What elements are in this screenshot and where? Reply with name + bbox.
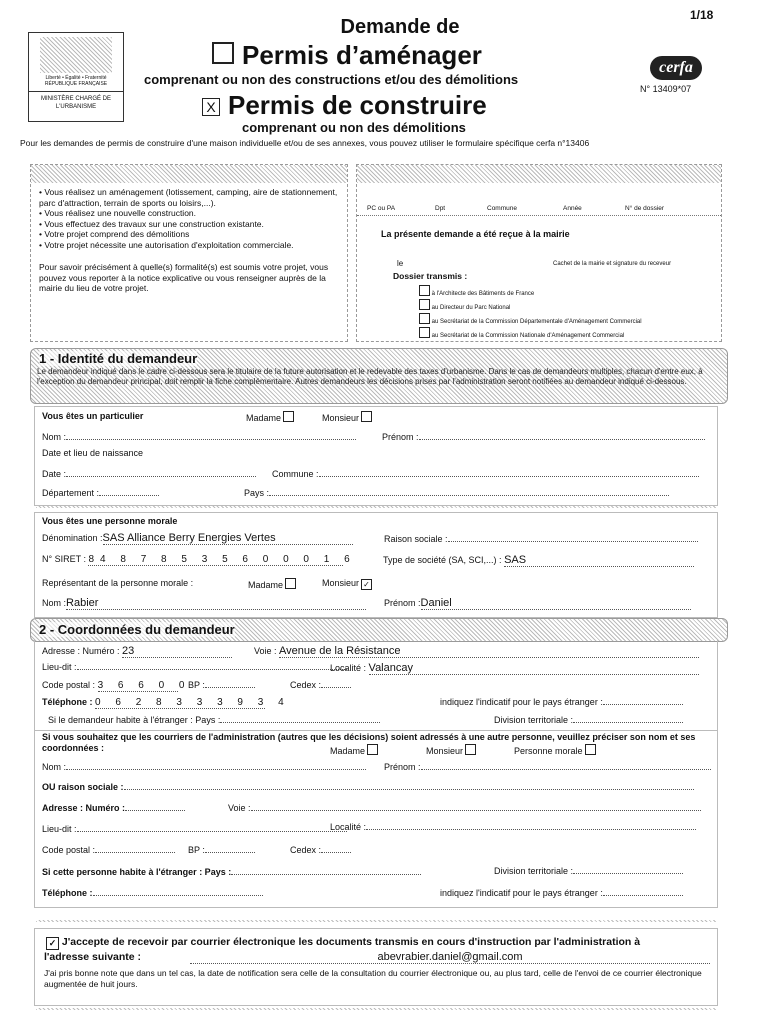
representant-monsieur-checkbox[interactable]: ✓ — [361, 579, 372, 590]
bp-field[interactable] — [205, 687, 255, 688]
particulier-prenom-field[interactable] — [419, 439, 705, 440]
courrier-lieudit-field[interactable] — [77, 831, 347, 832]
siret-label: N° SIRET : — [42, 554, 86, 564]
courrier-bp-label: BP : — [188, 845, 205, 855]
courrier-raison-field[interactable] — [124, 789, 694, 790]
representant-label: Représentant de la personne morale : — [42, 578, 194, 588]
section2-title: 2 - Coordonnées du demandeur — [39, 622, 235, 637]
lieudit-field[interactable] — [77, 669, 347, 670]
courrier-block — [34, 730, 718, 908]
cerfa-logo: cerfa — [650, 56, 702, 80]
courrier-lieudit-label: Lieu-dit : — [42, 824, 77, 834]
email-address-field[interactable]: abevrabier.daniel@gmail.com — [190, 951, 710, 964]
section1-title: 1 - Identité du demandeur — [39, 351, 198, 366]
courrier-morale-checkbox[interactable] — [585, 744, 596, 755]
courrier-madame-label: Madame — [330, 746, 366, 756]
col-dpt: Dpt — [435, 205, 446, 212]
transmis-cnac: au Secrétariat de la Commission Nationale d'Aménagement Commercial — [431, 333, 625, 339]
representant-madame-label: Madame — [248, 580, 284, 590]
commune-label: Commune : — [272, 469, 319, 479]
section1-desc: Le demandeur indiqué dans le cadre ci-dessous sera le titulaire de la future autorisation et le redevable des taxes d'urbanisme. Dans le cas de demandeurs multiples, chacun d'entre eux, à l'exception du demandeur principal, doit remplir la fiche complémentaire. Autres demandeurs les décisions prises par l'administration seront notifiées au demandeur indiqué ci-dessous. — [37, 367, 703, 386]
courrier-title: Si vous souhaitez que les courriers de l'administration (autres que les décisions) soient adressés à une autre personne, veuillez préciser son nom et ses coordonnées : — [42, 732, 696, 753]
morale-title: Vous êtes une personne morale — [42, 516, 178, 526]
prenom-label: Prénom : — [382, 432, 419, 442]
left-info-box — [30, 164, 348, 342]
courrier-division-field[interactable] — [573, 873, 683, 874]
transmis-abf-checkbox[interactable] — [419, 285, 430, 296]
courrier-morale-label: Personne morale — [514, 746, 583, 756]
division-label: Division territoriale : — [494, 715, 574, 725]
courrier-cedex-field[interactable] — [321, 852, 351, 853]
courrier-bp-field[interactable] — [205, 852, 255, 853]
email-note: J'ai pris bonne note que dans un tel cas, la date de notification sera celle de la consultation du courrier électronique ou, au plus tard, celle de l'envoi de ce courrier électronique augmentée de huit jours. — [44, 968, 702, 989]
page-number: 1/18 — [690, 8, 714, 22]
denomination-field[interactable]: SAS Alliance Berry Energies Vertes — [103, 532, 353, 545]
particulier-monsieur-checkbox[interactable] — [361, 411, 372, 422]
right-info-header — [357, 165, 721, 183]
voie-field[interactable]: Avenue de la Résistance — [279, 645, 699, 658]
courrier-tel-label: Téléphone : — [42, 888, 93, 898]
pays-field[interactable] — [269, 495, 669, 496]
nom-label: Nom : — [42, 432, 67, 442]
section2-header — [30, 618, 728, 642]
email-accept-checkbox[interactable]: ✓ — [46, 937, 59, 950]
representant-prenom-label: Prénom : — [384, 598, 421, 608]
courrier-division-label: Division territoriale : — [494, 866, 574, 876]
type-societe-label: Type de société (SA, SCI,...) : — [383, 555, 502, 565]
bp-label: BP : — [188, 680, 205, 690]
localite-field[interactable]: Valancay — [369, 662, 699, 675]
courrier-localite-label: Localité : — [330, 822, 367, 832]
commune-field[interactable] — [319, 476, 699, 477]
courrier-numero-field[interactable] — [125, 810, 185, 811]
representant-madame-checkbox[interactable] — [285, 578, 296, 589]
permis-construire-subtitle: comprenant ou non des démolitions — [242, 120, 466, 135]
intro-text: Pour les demandes de permis de construire d'une maison individuelle et/ou de ses annexes, vous pouvez utiliser le formulaire spécifique cerfa n°13406 — [20, 138, 590, 148]
courrier-raison-label: OU raison sociale : — [42, 782, 124, 792]
courrier-monsieur-label: Monsieur — [426, 746, 464, 756]
division-field[interactable] — [573, 722, 683, 723]
courrier-madame-checkbox[interactable] — [367, 744, 378, 755]
courrier-prenom-label: Prénom : — [384, 762, 421, 772]
cerfa-number: N° 13409*07 — [640, 84, 692, 94]
courrier-cp-label: Code postal : — [42, 845, 96, 855]
ministere-text: MINISTÈRE CHARGÉ DE L'URBANISME — [29, 91, 123, 111]
courrier-adresse-label: Adresse : Numéro : — [42, 803, 126, 813]
email-accept-line2: l'adresse suivante : — [44, 951, 142, 963]
representant-monsieur-label: Monsieur — [322, 578, 360, 588]
bullet-4: • Votre projet comprend des démolitions — [39, 229, 190, 239]
left-info-header — [31, 165, 347, 183]
raison-sociale-field[interactable] — [448, 541, 698, 542]
cp-label: Code postal : — [42, 680, 96, 690]
departement-field[interactable] — [99, 495, 159, 496]
courrier-indicatif-field[interactable] — [603, 895, 683, 896]
courrier-cedex-label: Cedex : — [290, 845, 322, 855]
etranger-pays-field[interactable] — [220, 722, 380, 723]
col-dossier: N° de dossier — [625, 205, 665, 212]
lieudit-label: Lieu-dit : — [42, 662, 77, 672]
right-info-box — [356, 164, 722, 342]
transmis-parc-checkbox[interactable] — [419, 299, 430, 310]
particulier-madame-checkbox[interactable] — [283, 411, 294, 422]
col-annee: Année — [563, 205, 582, 212]
marianne-icon — [40, 37, 112, 73]
amenager-checkbox[interactable] — [212, 42, 234, 64]
adresse-numero-label: Adresse : Numéro : — [42, 646, 120, 656]
transmis-cnac-checkbox[interactable] — [419, 327, 430, 338]
adresse-numero-field[interactable]: 23 — [122, 645, 232, 658]
courrier-nom-field[interactable] — [66, 769, 366, 770]
courrier-cp-field[interactable] — [95, 852, 175, 853]
madame-label: Madame — [246, 413, 282, 423]
tel-field[interactable]: 0 6 2 8 3 3 3 9 3 4 — [95, 697, 290, 708]
courrier-localite-field[interactable] — [366, 829, 696, 830]
courrier-etranger-field[interactable] — [231, 874, 421, 875]
transmis-parc: au Directeur du Parc National — [431, 305, 511, 311]
date-field[interactable] — [66, 476, 256, 477]
monsieur-label: Monsieur — [322, 413, 360, 423]
representant-nom-label: Nom : — [42, 598, 67, 608]
bullet-3: • Vous effectuez des travaux sur une construction existante. — [39, 218, 264, 229]
courrier-tel-field[interactable] — [93, 895, 263, 896]
recue-text: La présente demande a été reçue à la mairie — [381, 229, 570, 239]
permis-amenager-subtitle: comprenant ou non des constructions et/ou des démolitions — [144, 72, 519, 87]
departement-label: Département : — [42, 488, 100, 498]
bullet-1: • Vous réalisez un aménagement (lotissement, camping, aire de stationnement, parc d'attraction, terrain de sports ou loisirs,...). — [39, 187, 338, 208]
construire-checkbox[interactable]: X — [202, 98, 220, 116]
le-text: le — [397, 259, 404, 268]
courrier-prenom-field[interactable] — [421, 769, 711, 770]
cachet-text: Cachet de la mairie et signature du receveur — [553, 261, 672, 267]
section1-header — [30, 348, 728, 404]
date-lieu-title: Date et lieu de naissance — [42, 448, 144, 458]
particulier-nom-field[interactable] — [66, 439, 356, 440]
transmis-cdac-checkbox[interactable] — [419, 313, 430, 324]
courrier-monsieur-checkbox[interactable] — [465, 744, 476, 755]
dossier-transmis: Dossier transmis : — [393, 271, 468, 281]
representant-nom-field[interactable]: Rabier — [66, 597, 366, 610]
tel-label: Téléphone : — [42, 697, 93, 707]
voie-label: Voie : — [254, 646, 277, 656]
transmis-cdac: au Secrétariat de la Commission Départementale d'Aménagement Commercial — [431, 319, 642, 325]
raison-sociale-label: Raison sociale : — [384, 534, 448, 544]
bullet-2: • Vous réalisez une nouvelle construction. — [39, 208, 197, 218]
etranger-label: Si le demandeur habite à l'étranger : Pays : — [48, 715, 221, 725]
left-info-note: Pour savoir précisément à quelle(s) formalité(s) est soumis votre projet, vous pouvez vous reporter à la notice explicative ou vous renseigner auprès de la mairie du lieu de votre projet. — [39, 262, 329, 293]
particulier-title: Vous êtes un particulier — [42, 411, 144, 421]
email-accept-line1: J'accepte de recevoir par courrier électronique les documents transmis en cours d'instruction par l'administration à — [61, 936, 641, 948]
courrier-indicatif-label: indiquez l'indicatif pour le pays étranger : — [440, 888, 603, 898]
representant-prenom-field[interactable]: Daniel — [421, 597, 691, 610]
denomination-label: Dénomination : — [42, 533, 103, 543]
siret-field[interactable]: 84 8 7 8 5 3 5 6 0 0 0 1 6 — [88, 554, 356, 565]
type-societe-field[interactable]: SAS — [504, 554, 694, 567]
bullet-5: • Votre projet nécessite une autorisation d'exploitation commerciale. — [39, 239, 294, 250]
republique-text: Liberté • Égalité • Fraternité RÉPUBLIQUE FRANÇAISE — [44, 75, 108, 87]
cedex-label: Cedex : — [290, 680, 322, 690]
courrier-etranger-label: Si cette personne habite à l'étranger : Pays : — [42, 867, 232, 877]
courrier-voie-field[interactable] — [251, 810, 701, 811]
permis-construire-title: X Permis de construire — [200, 90, 487, 121]
demande-de: Demande de — [340, 16, 460, 38]
indicatif-label: indiquez l'indicatif pour le pays étranger : — [440, 697, 603, 707]
indicatif-field[interactable] — [603, 704, 683, 705]
permis-amenager-title: Permis d’aménager — [210, 40, 482, 71]
republique-logo — [28, 32, 124, 122]
col-commune: Commune — [487, 205, 517, 212]
pays-label: Pays : — [244, 488, 270, 498]
transmis-abf: à l'Architecte des Bâtiments de France — [431, 291, 535, 297]
col-pc: PC ou PA — [367, 205, 396, 212]
courrier-nom-label: Nom : — [42, 762, 67, 772]
courrier-voie-label: Voie : — [228, 803, 251, 813]
date-label: Date : — [42, 469, 67, 479]
cedex-field[interactable] — [321, 687, 351, 688]
localite-label: Localité : — [330, 663, 367, 673]
cp-field[interactable]: 3 6 6 0 0 — [97, 680, 191, 691]
